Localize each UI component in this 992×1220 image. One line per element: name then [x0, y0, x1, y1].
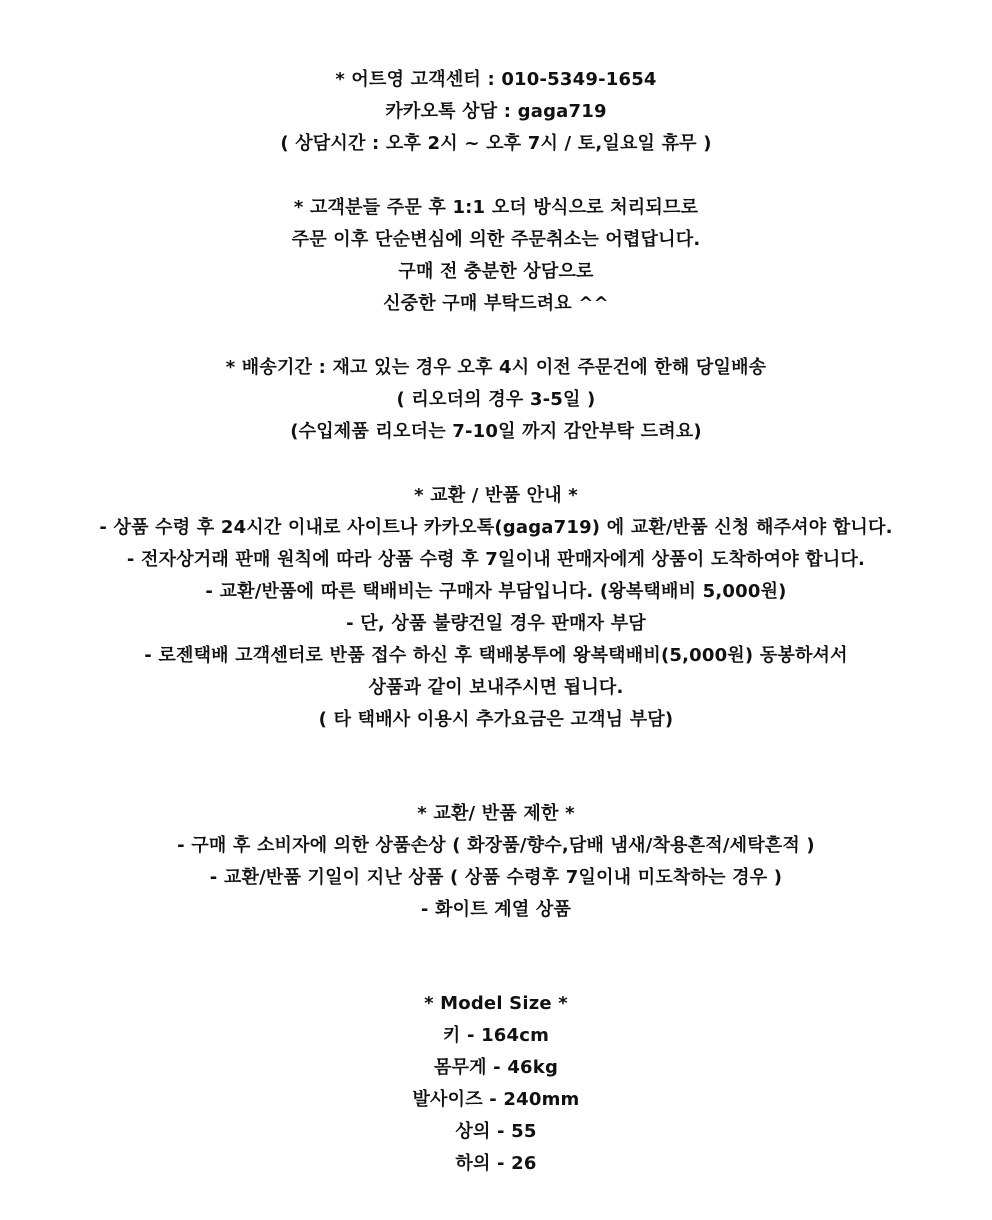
spacer: [0, 736, 992, 798]
model-top-size-line: 상의 - 55: [455, 1121, 537, 1142]
exchange-limit-section: [0, 798, 992, 926]
spacer: [0, 926, 992, 988]
model-size-heading: * Model Size *: [424, 993, 568, 1014]
shipping-line: * 배송기간 : 재고 있는 경우 오후 4시 이전 주문건에 한해 당일배송: [225, 357, 767, 378]
model-weight-line: 몸무게 - 46kg: [433, 1057, 559, 1078]
exchange-guide-heading: * 교환 / 반품 안내 *: [414, 485, 578, 506]
order-notice-section: [0, 192, 992, 320]
exchange-limit-line: - 교환/반품 기일이 지난 상품 ( 상품 수령후 7일이내 미도착하는 경우 ): [209, 867, 783, 888]
exchange-guide-line: 상품과 같이 보내주시면 됩니다.: [368, 677, 624, 698]
order-notice-line: * 고객분들 주문 후 1:1 오더 방식으로 처리되므로: [293, 197, 699, 218]
exchange-guide-line: - 로젠택배 고객센터로 반품 접수 하신 후 택배봉투에 왕복택배비(5,000원) 동봉하셔서: [144, 645, 848, 666]
exchange-limit-line: - 화이트 계열 상품: [420, 899, 572, 920]
order-notice-line: 신중한 구매 부탁드려요 ^^: [383, 293, 609, 314]
exchange-guide-line: - 전자상거래 판매 원칙에 따라 상품 수령 후 7일이내 판매자에게 상품이 도착하여야 합니다.: [126, 549, 866, 570]
consult-hours-line: ( 상담시간 : 오후 2시 ~ 오후 7시 / 토,일요일 휴무 ): [280, 133, 712, 154]
spacer: [0, 160, 992, 192]
shipping-line: (수입제품 리오더는 7-10일 까지 감안부탁 드려요): [290, 421, 702, 442]
model-height-line: 키 - 164cm: [442, 1025, 550, 1046]
kakaotalk-line: 카카오톡 상담 : gaga719: [385, 101, 607, 122]
order-notice-line: 구매 전 충분한 상담으로: [398, 261, 594, 282]
exchange-guide-line: - 단, 상품 불량건일 경우 판매자 부담: [346, 613, 646, 634]
exchange-guide-line: ( 타 택배사 이용시 추가요금은 고객님 부담): [318, 709, 674, 730]
model-bottom-size-line: 하의 - 26: [455, 1153, 537, 1174]
model-shoe-size-line: 발사이즈 - 240mm: [412, 1089, 580, 1110]
exchange-limit-line: - 구매 후 소비자에 의한 상품손상 ( 화장품/향수,담배 냄새/착용흔적/세탁흔적 ): [177, 835, 815, 856]
exchange-guide-line: - 상품 수령 후 24시간 이내로 사이트나 카카오톡(gaga719) 에 교환/반품 신청 해주셔야 합니다.: [99, 517, 893, 538]
spacer: [0, 448, 992, 480]
shipping-section: [0, 352, 992, 448]
model-size-section: [0, 988, 992, 1180]
contact-section: [0, 64, 992, 160]
order-notice-line: 주문 이후 단순변심에 의한 주문취소는 어렵답니다.: [291, 229, 701, 250]
shipping-line: ( 리오더의 경우 3-5일 ): [396, 389, 596, 410]
spacer: [0, 320, 992, 352]
customer-center-line: * 어트영 고객센터 : 010-5349-1654: [335, 69, 657, 90]
exchange-guide-line: - 교환/반품에 따른 택배비는 구매자 부담입니다. (왕복택배비 5,000원): [205, 581, 787, 602]
exchange-limit-heading: * 교환/ 반품 제한 *: [417, 803, 575, 824]
exchange-guide-section: [0, 480, 992, 736]
